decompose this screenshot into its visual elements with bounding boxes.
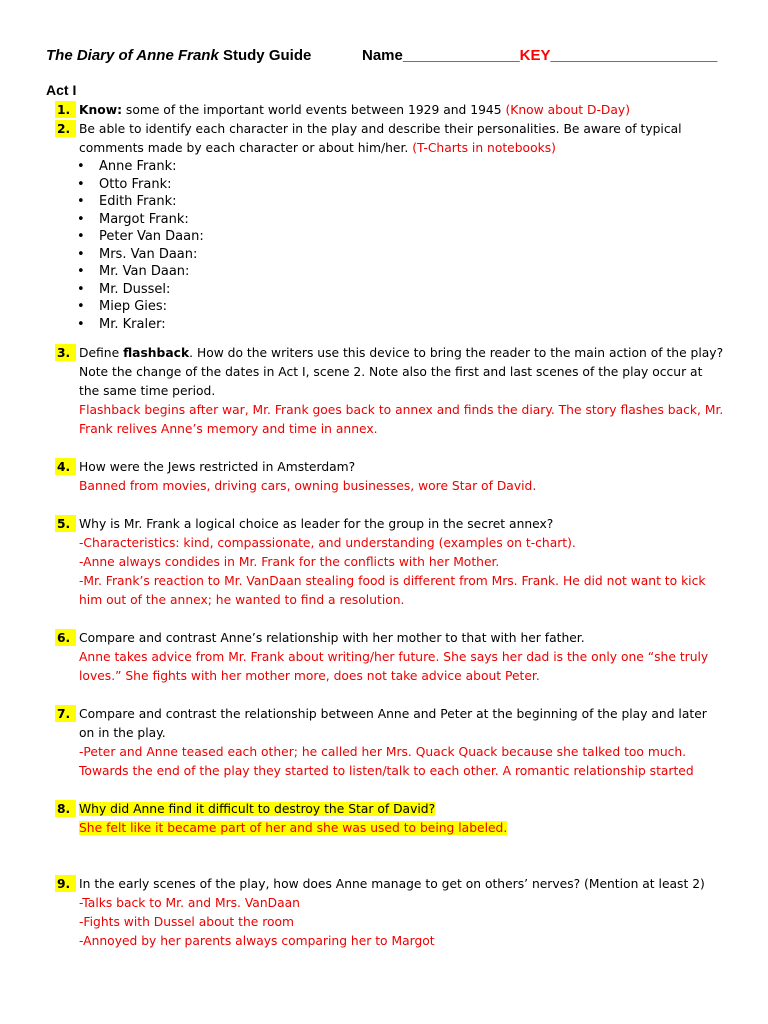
list-item: • Peter Van Daan: [77,228,725,246]
name-blank-left: ______________ [402,47,520,64]
question-8 [55,800,725,838]
answer-text: She felt like it became part of her and she was used to being labeled. [79,821,508,835]
character-list [77,158,725,333]
name-blank-right: ____________________ [550,47,718,64]
answer-text: Banned from movies, driving cars, owning businesses, wore Star of David. [79,479,537,493]
question-text: Compare and contrast Anne’s relationship with her mother to that with her father. [79,631,585,645]
question-number: 7. [55,705,76,722]
question-number: 5. [55,515,76,532]
list-item: • Mrs. Van Daan: [77,246,725,264]
answer-line: -Annoyed by her parents always comparing her to Margot [79,934,435,948]
question-7 [55,705,725,781]
question-1 [55,101,725,120]
answer-line: -Anne always condides in Mr. Frank for the conflicts with her Mother. [79,555,500,569]
answer-line: -Peter and Anne teased each other; he called her Mrs. Quack Quack because she talked too much. [79,745,687,759]
question-5 [55,515,725,610]
key-label: KEY [519,47,551,64]
list-item: • Mr. Kraler: [77,316,725,334]
question-text: How were the Jews restricted in Amsterdam? [79,460,356,474]
list-item: • Margot Frank: [77,211,725,229]
question-pre: Define [79,346,124,360]
title-rest: Study Guide [218,47,312,64]
list-item: • Mr. Dussel: [77,281,725,299]
answer-text: Anne takes advice from Mr. Frank about writing/her future. She says her dad is the only one “she truly loves.” She fights with her mother more, does not take advice about Peter. [79,650,709,683]
answer-line: -Fights with Dussel about the room [79,915,295,929]
list-item: • Otto Frank: [77,176,725,194]
question-number: 4. [55,458,76,475]
answer-line: Towards the end of the play they started to listen/talk to each other. A romantic relationship started [79,764,694,778]
question-term: flashback [123,346,190,360]
answer-line: -Talks back to Mr. and Mrs. VanDaan [79,896,300,910]
question-text: Why did Anne find it difficult to destroy the Star of David? [79,802,436,816]
question-text: In the early scenes of the play, how does Anne manage to get on others’ nerves? (Mention at least 2) [79,877,705,891]
question-3 [55,344,725,439]
question-number: 2. [55,120,76,137]
title-italic: The Diary of Anne Frank [46,47,219,64]
question-9 [55,875,725,951]
question-lead: Know: [79,103,123,117]
list-item: • Anne Frank: [77,158,725,176]
list-item: • Mr. Van Daan: [77,263,725,281]
name-label: Name [362,47,403,64]
question-number: 6. [55,629,76,646]
question-text: Compare and contrast the relationship between Anne and Peter at the beginning of the play and later on in the play. [79,707,707,740]
answer-text: (Know about D-Day) [505,103,630,117]
question-6 [55,629,725,686]
question-text: Why is Mr. Frank a logical choice as leader for the group in the secret annex? [79,517,554,531]
question-text: some of the important world events between 1929 and 1945 [122,103,506,117]
answer-text: Flashback begins after war, Mr. Frank goes back to annex and finds the diary. The story flashes back, Mr. Frank relives Anne’s memory and time in annex. [79,403,724,436]
question-text: Be able to identify each character in the play and describe their personalities. Be aware of typical comments made by each character or about him/her. [79,122,682,155]
answer-line: -Characteristics: kind, compassionate, and understanding (examples on t-chart). [79,536,576,550]
list-item: • Miep Gies: [77,298,725,316]
question-4 [55,458,725,496]
answer-text: (T-Charts in notebooks) [412,141,556,155]
question-number: 8. [55,800,76,817]
list-item: • Edith Frank: [77,193,725,211]
question-text: . How do the writers use this device to bring the reader to the main action of the play? Note the change of the dates in Act I, scene 2. Note also the first and last scenes of the play occur at the same time period. [79,346,724,398]
answer-line: -Mr. Frank’s reaction to Mr. VanDaan stealing food is different from Mrs. Frank. He did not want to kick him out of the annex; he wanted to find a resolution. [79,574,706,607]
document-header [46,47,718,64]
question-number: 9. [55,875,76,892]
question-number: 1. [55,101,76,118]
act-heading: Act I [46,82,77,98]
name-line [362,47,717,64]
question-number: 3. [55,344,76,361]
question-2 [55,120,725,333]
